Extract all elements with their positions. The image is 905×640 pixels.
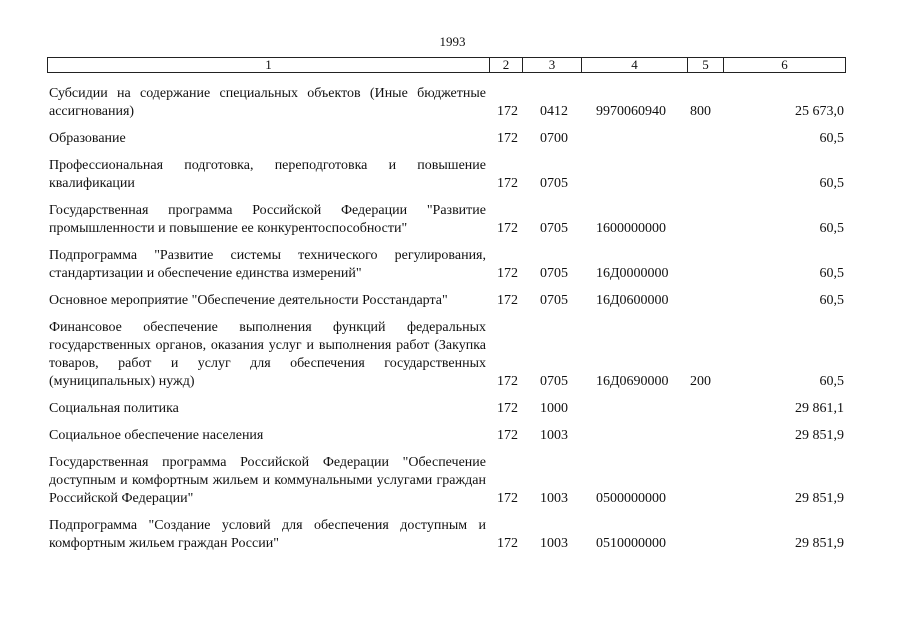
row-gr-code: 172	[497, 428, 518, 443]
row-name: Образование	[49, 131, 126, 146]
row-gr-code: 172	[497, 374, 518, 389]
row-gr-code: 172	[497, 176, 518, 191]
table-row	[0, 85, 905, 121]
row-values	[0, 535, 905, 553]
table-row	[0, 454, 905, 508]
row-target-code: 16Д0690000	[596, 374, 669, 389]
budget-table-body	[0, 85, 905, 562]
row-amount: 60,5	[819, 221, 844, 236]
row-amount: 60,5	[819, 266, 844, 281]
row-target-code: 1600000000	[596, 221, 666, 236]
column-header-2: 2	[490, 58, 523, 72]
row-target-code: 0510000000	[596, 536, 666, 551]
row-name: Социальное обеспечение населения	[49, 428, 264, 443]
row-values	[0, 103, 905, 121]
column-header-5: 5	[688, 58, 724, 72]
row-amount: 60,5	[819, 176, 844, 191]
row-values	[0, 175, 905, 193]
row-name: Государственная программа Российской Федерации "Развитие промышленности и повышение ее конкурентоспособности"	[49, 203, 486, 236]
row-expense-type: 800	[690, 104, 711, 119]
row-gr-code: 172	[497, 401, 518, 416]
row-section-code: 0705	[540, 293, 568, 308]
row-section-code: 1003	[540, 491, 568, 506]
row-section-code: 0705	[540, 221, 568, 236]
row-name: Социальная политика	[49, 401, 179, 416]
row-gr-code: 172	[497, 131, 518, 146]
row-section-code: 1003	[540, 428, 568, 443]
row-gr-code: 172	[497, 491, 518, 506]
row-gr-code: 172	[497, 293, 518, 308]
page-number: 1993	[439, 34, 466, 49]
column-header-6: 6	[781, 57, 788, 72]
row-section-code: 0700	[540, 131, 568, 146]
table-row	[0, 319, 905, 391]
row-section-code: 0705	[540, 266, 568, 281]
table-row	[0, 400, 905, 418]
row-amount: 29 851,9	[795, 491, 844, 506]
row-name: Подпрограмма "Создание условий для обеспечения доступным и комфортным жильем граждан России"	[49, 518, 486, 551]
column-header-4: 4	[582, 58, 688, 72]
row-values	[0, 265, 905, 283]
table-row	[0, 292, 905, 310]
column-header-3: 3	[523, 58, 582, 72]
table-row	[0, 130, 905, 148]
table-row	[0, 517, 905, 553]
column-header-row	[47, 57, 846, 73]
row-amount: 29 861,1	[795, 401, 844, 416]
row-name: Государственная программа Российской Федерации "Обеспечение доступным и комфортным жильем и коммунальными услугами граждан Российской Федерации"	[49, 455, 486, 506]
row-expense-type: 200	[690, 374, 711, 389]
row-target-code: 0500000000	[596, 491, 666, 506]
row-amount: 25 673,0	[795, 104, 844, 119]
row-gr-code: 172	[497, 221, 518, 236]
table-row	[0, 157, 905, 193]
row-section-code: 1003	[540, 536, 568, 551]
row-name: Финансовое обеспечение выполнения функций федеральных государственных органов, оказания услуг и выполнения работ (Закупка товаров, работ и услуг для обеспечения государственных (муниципальных) нужд)	[49, 320, 486, 389]
row-section-code: 0705	[540, 176, 568, 191]
row-name: Основное мероприятие "Обеспечение деятельности Росстандарта"	[49, 293, 448, 308]
row-target-code: 16Д0000000	[596, 266, 669, 281]
row-target-code: 16Д0600000	[596, 293, 669, 308]
column-header-1: 1	[48, 58, 490, 72]
row-values	[0, 220, 905, 238]
row-name: Субсидии на содержание специальных объектов (Иные бюджетные ассигнования)	[49, 86, 486, 119]
row-name: Подпрограмма "Развитие системы технического регулирования, стандартизации и обеспечение единства измерений"	[49, 248, 486, 281]
row-values	[0, 130, 905, 148]
row-amount: 29 851,9	[795, 536, 844, 551]
row-section-code: 1000	[540, 401, 568, 416]
table-row	[0, 202, 905, 238]
row-amount: 60,5	[819, 293, 844, 308]
table-row	[0, 247, 905, 283]
table-row	[0, 427, 905, 445]
row-gr-code: 172	[497, 266, 518, 281]
row-amount: 29 851,9	[795, 428, 844, 443]
row-values	[0, 373, 905, 391]
row-target-code: 9970060940	[596, 104, 666, 119]
row-amount: 60,5	[819, 374, 844, 389]
row-values	[0, 490, 905, 508]
row-values	[0, 400, 905, 418]
row-name: Профессиональная подготовка, переподготовка и повышение квалификации	[49, 158, 486, 191]
row-values	[0, 427, 905, 445]
row-section-code: 0412	[540, 104, 568, 119]
row-gr-code: 172	[497, 536, 518, 551]
row-section-code: 0705	[540, 374, 568, 389]
row-gr-code: 172	[497, 104, 518, 119]
row-amount: 60,5	[819, 131, 844, 146]
row-values	[0, 292, 905, 310]
